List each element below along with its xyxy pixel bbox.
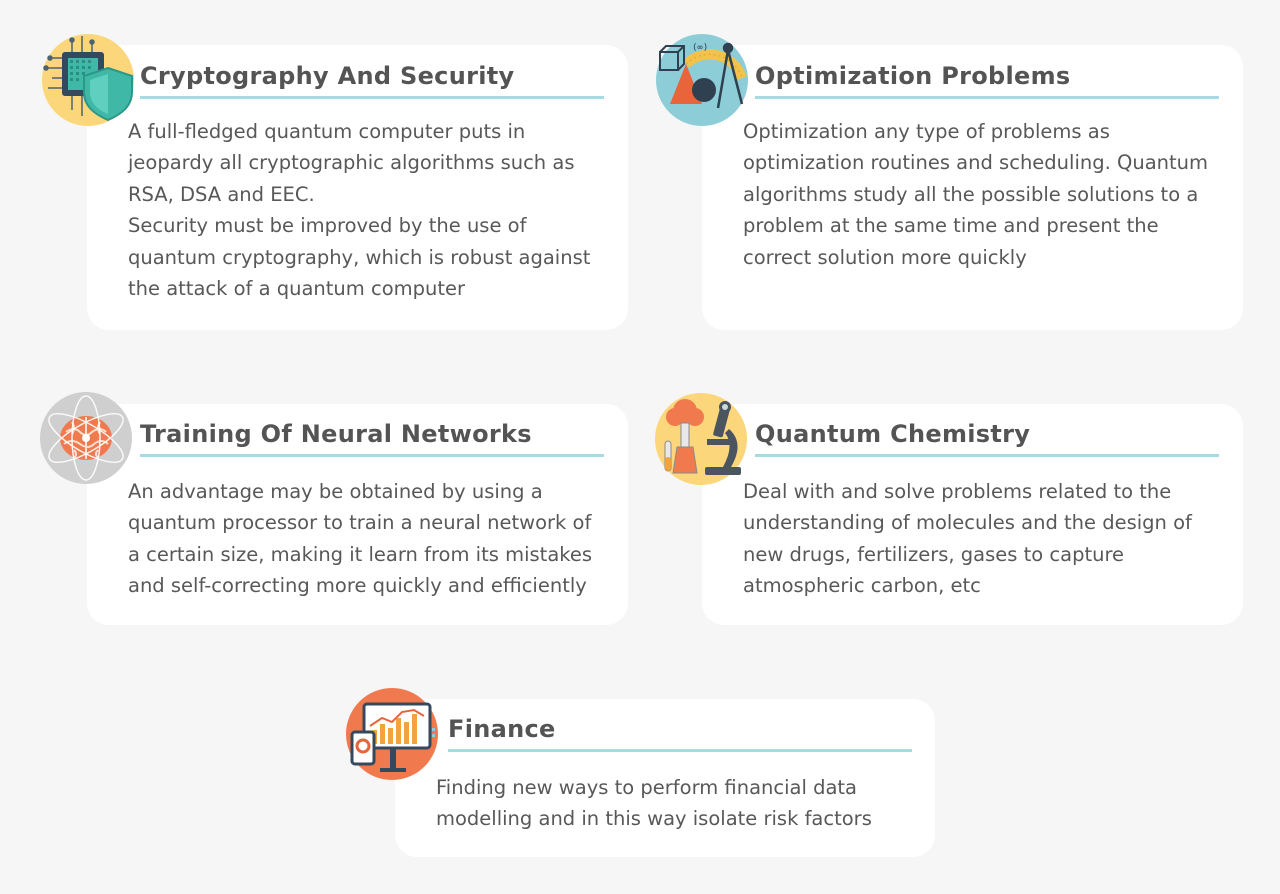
description-line: understanding of molecules and the design of xyxy=(743,511,1192,535)
description-line: Optimization any type of problems as xyxy=(743,120,1110,143)
description-line: RSA, DSA and EEC. xyxy=(128,182,315,206)
card-neural-networks xyxy=(87,404,628,625)
description-line: A full-fledged quantum computer puts in xyxy=(128,120,526,143)
description-line: optimization routines and scheduling. Quantum xyxy=(743,151,1209,175)
description-line: correct solution more quickly xyxy=(743,245,1027,269)
description-line: the attack of a quantum computer xyxy=(128,277,466,301)
card-title: Training Of Neural Networks xyxy=(140,420,532,448)
microscope-icon xyxy=(655,393,747,485)
title-divider xyxy=(140,454,604,457)
description-line: quantum cryptography, which is robust against xyxy=(128,245,591,269)
card-description xyxy=(128,116,618,304)
description-line: Finding new ways to perform financial data xyxy=(436,776,858,799)
card-title: Quantum Chemistry xyxy=(755,420,1031,448)
card-finance xyxy=(395,699,935,857)
description-line: a certain size, making it learn from its mistakes xyxy=(128,542,593,566)
description-line: problem at the same time and present the xyxy=(743,214,1159,238)
description-line: and self-correcting more quickly and efficiently xyxy=(128,574,587,598)
card-description xyxy=(436,772,926,835)
card-description xyxy=(128,476,618,602)
title-divider xyxy=(140,96,604,99)
description-line: quantum processor to train a neural network of xyxy=(128,511,592,535)
description-line: An advantage may be obtained by using a xyxy=(128,480,543,503)
description-line: Security must be improved by the use of xyxy=(128,214,527,238)
description-line: atmospheric carbon, etc xyxy=(743,574,981,598)
card-description xyxy=(743,476,1233,602)
title-divider xyxy=(755,96,1219,99)
card-title: Cryptography And Security xyxy=(140,62,515,90)
description-line: new drugs, fertilizers, gases to capture xyxy=(743,542,1125,566)
card-quantum-chemistry xyxy=(702,404,1243,625)
geometry-tools-icon xyxy=(656,34,748,126)
card-cryptography-security xyxy=(87,45,628,330)
description-line: modelling and in this way isolate risk factors xyxy=(436,807,872,831)
card-title: Optimization Problems xyxy=(755,62,1071,90)
card-optimization-problems xyxy=(702,45,1243,330)
description-line: Deal with and solve problems related to the xyxy=(743,480,1172,503)
chip-shield-icon xyxy=(42,34,134,126)
brain-icon xyxy=(40,392,132,484)
svg-text:(∞): (∞) xyxy=(692,43,709,53)
finance-chart-icon xyxy=(346,688,438,780)
card-description xyxy=(743,116,1233,273)
title-divider xyxy=(755,454,1219,457)
description-line: algorithms study all the possible solutions to a xyxy=(743,182,1199,206)
card-title: Finance xyxy=(448,715,556,743)
description-line: jeopardy all cryptographic algorithms such as xyxy=(128,151,575,175)
title-divider xyxy=(448,749,912,752)
